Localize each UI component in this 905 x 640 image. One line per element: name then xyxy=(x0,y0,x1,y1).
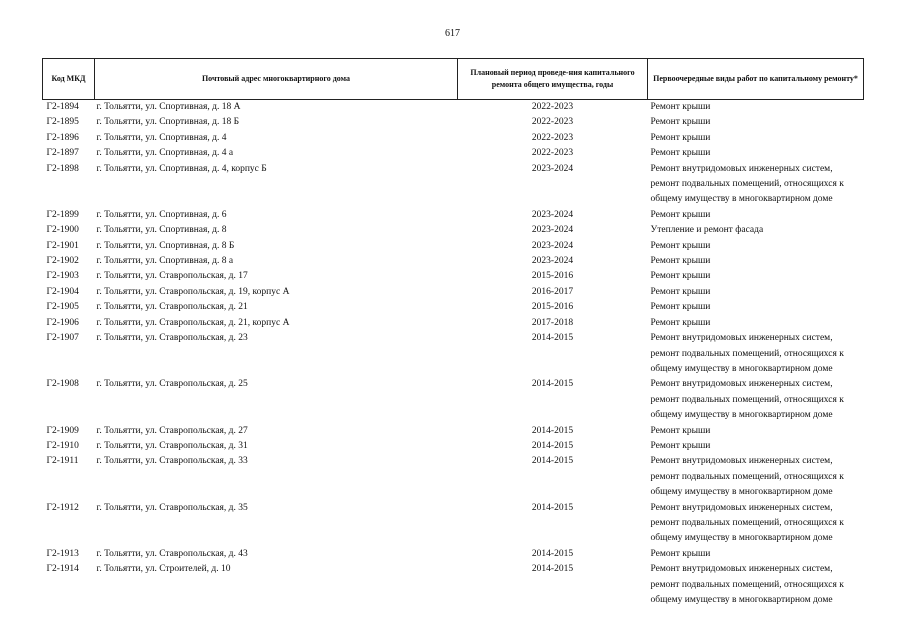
cell-code: Г2-1907 xyxy=(46,333,79,344)
table-row xyxy=(43,254,864,269)
cell-period: 2015-2016 xyxy=(531,302,574,313)
cell-period: 2014-2015 xyxy=(531,379,574,390)
table-row xyxy=(43,131,864,146)
cell-address: г. Тольятти, ул. Ставропольская, д. 23 xyxy=(96,333,248,344)
cell-period: 2014-2015 xyxy=(531,333,574,344)
cell-address: г. Тольятти, ул. Ставропольская, д. 35 xyxy=(96,502,248,513)
cell-works xyxy=(648,501,864,547)
works-line: Ремонт крыши xyxy=(650,209,711,220)
works-line: общему имуществу в многоквартирном доме xyxy=(650,595,833,605)
table-row xyxy=(43,208,864,223)
cell-period: 2014-2015 xyxy=(531,456,574,467)
table-row xyxy=(43,239,864,254)
table-row xyxy=(43,223,864,238)
works-line: Ремонт крыши xyxy=(650,317,711,328)
cell-code: Г2-1894 xyxy=(46,102,79,112)
cell-period: 2023-2024 xyxy=(531,225,574,236)
cell-works xyxy=(648,131,864,146)
cell-address: г. Тольятти, ул. Спортивная, д. 4 xyxy=(96,132,227,143)
works-line: ремонт подвальных помещений, относящихся к xyxy=(650,471,844,482)
works-line: Ремонт крыши xyxy=(650,240,711,251)
table-row xyxy=(43,562,864,608)
cell-address: г. Тольятти, ул. Ставропольская, д. 27 xyxy=(96,425,248,436)
works-line: ремонт подвальных помещений, относящихся к xyxy=(650,179,844,190)
table-row xyxy=(43,146,864,161)
table-row xyxy=(43,331,864,377)
cell-period: 2015-2016 xyxy=(531,271,574,282)
cell-code: Г2-1913 xyxy=(46,548,79,559)
table-row xyxy=(43,300,864,315)
works-line: общему имуществу в многоквартирном доме xyxy=(650,363,833,374)
table-row xyxy=(43,547,864,562)
cell-code: Г2-1910 xyxy=(46,440,79,451)
cell-address: г. Тольятти, ул. Ставропольская, д. 19, корпус А xyxy=(96,286,290,297)
header-period: Плановый период проведе-ния капитального ремонта общего имущества, годы xyxy=(458,59,648,100)
cell-period: 2014-2015 xyxy=(531,548,574,559)
cell-code: Г2-1904 xyxy=(46,286,79,297)
cell-code: Г2-1914 xyxy=(46,564,79,575)
cell-code: Г2-1909 xyxy=(46,425,79,436)
table-row xyxy=(43,316,864,331)
table-row xyxy=(43,269,864,284)
cell-code: Г2-1902 xyxy=(46,256,79,267)
works-line: Ремонт крыши xyxy=(650,286,711,297)
works-line: Ремонт крыши xyxy=(650,132,711,143)
works-line: ремонт подвальных помещений, относящихся к xyxy=(650,579,844,590)
cell-address: г. Тольятти, ул. Спортивная, д. 4, корпус Б xyxy=(96,163,267,174)
table-row xyxy=(43,501,864,547)
works-line: Ремонт крыши xyxy=(650,425,711,436)
table-body xyxy=(43,100,864,609)
works-line: общему имуществу в многоквартирном доме xyxy=(650,487,833,498)
works-line: Ремонт внутридомовых инженерных систем, xyxy=(650,379,833,390)
cell-period: 2022-2023 xyxy=(531,102,574,112)
cell-period: 2014-2015 xyxy=(531,564,574,575)
cell-address: г. Тольятти, ул. Спортивная, д. 8 Б xyxy=(96,240,235,251)
cell-works xyxy=(648,285,864,300)
capital-repair-table xyxy=(42,58,864,608)
cell-address: г. Тольятти, ул. Ставропольская, д. 25 xyxy=(96,379,248,390)
works-line: Ремонт крыши xyxy=(650,256,711,267)
cell-period: 2022-2023 xyxy=(531,148,574,159)
header-code: Код МКД xyxy=(43,59,95,100)
table-row xyxy=(43,285,864,300)
page-number: 617 xyxy=(445,28,460,39)
cell-code: Г2-1911 xyxy=(46,456,79,467)
table-row xyxy=(43,424,864,439)
cell-works xyxy=(648,254,864,269)
table-row xyxy=(43,100,864,116)
cell-works xyxy=(648,439,864,454)
cell-address: г. Тольятти, ул. Ставропольская, д. 17 xyxy=(96,271,248,282)
works-line: Ремонт крыши xyxy=(650,148,711,159)
cell-works xyxy=(648,454,864,500)
cell-works xyxy=(648,100,864,116)
cell-address: г. Тольятти, ул. Спортивная, д. 18 Б xyxy=(96,117,240,128)
works-line: Ремонт внутридомовых инженерных систем, xyxy=(650,564,833,575)
cell-works xyxy=(648,223,864,238)
cell-period: 2023-2024 xyxy=(531,209,574,220)
table-row xyxy=(43,454,864,500)
works-line: Ремонт внутридомовых инженерных систем, xyxy=(650,333,833,344)
cell-code: Г2-1908 xyxy=(46,379,79,390)
cell-address: г. Тольятти, ул. Спортивная, д. 8 xyxy=(96,225,227,236)
cell-code: Г2-1900 xyxy=(46,225,79,236)
works-line: ремонт подвальных помещений, относящихся к xyxy=(650,517,844,528)
header-address: Почтовый адрес многоквартирного дома xyxy=(95,59,458,100)
cell-works xyxy=(648,208,864,223)
cell-period: 2017-2018 xyxy=(531,317,574,328)
cell-period: 2023-2024 xyxy=(531,163,574,174)
cell-address: г. Тольятти, ул. Ставропольская, д. 21 xyxy=(96,302,248,313)
cell-works xyxy=(648,239,864,254)
header-works: Первоочередные виды работ по капитальному ремонту* xyxy=(648,59,864,100)
cell-works xyxy=(648,424,864,439)
cell-code: Г2-1901 xyxy=(46,240,79,251)
table-row xyxy=(43,162,864,208)
cell-code: Г2-1905 xyxy=(46,302,79,313)
table-header xyxy=(43,59,864,100)
cell-works xyxy=(648,562,864,608)
works-line: Ремонт внутридомовых инженерных систем, xyxy=(650,456,833,467)
cell-address: г. Тольятти, ул. Спортивная, д. 8 а xyxy=(96,256,234,267)
cell-period: 2022-2023 xyxy=(531,117,574,128)
cell-works xyxy=(648,162,864,208)
cell-period: 2014-2015 xyxy=(531,502,574,513)
table-row xyxy=(43,115,864,130)
cell-address: г. Тольятти, ул. Спортивная, д. 18 А xyxy=(96,102,241,112)
cell-period: 2023-2024 xyxy=(531,240,574,251)
works-line: общему имуществу в многоквартирном доме xyxy=(650,410,833,421)
cell-address: г. Тольятти, ул. Спортивная, д. 6 xyxy=(96,209,227,220)
works-line: Ремонт внутридомовых инженерных систем, xyxy=(650,502,833,513)
works-line: Ремонт крыши xyxy=(650,271,711,282)
cell-works xyxy=(648,146,864,161)
cell-address: г. Тольятти, ул. Ставропольская, д. 33 xyxy=(96,456,248,467)
cell-works xyxy=(648,269,864,284)
works-line: Ремонт крыши xyxy=(650,302,711,313)
cell-period: 2022-2023 xyxy=(531,132,574,143)
cell-period: 2014-2015 xyxy=(531,425,574,436)
works-line: ремонт подвальных помещений, относящихся к xyxy=(650,394,844,405)
cell-works xyxy=(648,547,864,562)
cell-period: 2023-2024 xyxy=(531,256,574,267)
cell-code: Г2-1896 xyxy=(46,132,79,143)
works-line: Ремонт внутридомовых инженерных систем, xyxy=(650,163,833,174)
works-line: общему имуществу в многоквартирном доме xyxy=(650,533,833,544)
cell-code: Г2-1897 xyxy=(46,148,79,159)
works-line: Утепление и ремонт фасада xyxy=(650,225,764,236)
cell-code: Г2-1906 xyxy=(46,317,79,328)
cell-works xyxy=(648,377,864,423)
table-row xyxy=(43,439,864,454)
works-line: Ремонт крыши xyxy=(650,440,711,451)
cell-code: Г2-1899 xyxy=(46,209,79,220)
cell-address: г. Тольятти, ул. Ставропольская, д. 21, корпус А xyxy=(96,317,290,328)
cell-works xyxy=(648,316,864,331)
table-row xyxy=(43,377,864,423)
works-line: Ремонт крыши xyxy=(650,102,711,112)
cell-period: 2014-2015 xyxy=(531,440,574,451)
cell-address: г. Тольятти, ул. Спортивная, д. 4 а xyxy=(96,148,234,159)
cell-address: г. Тольятти, ул. Строителей, д. 10 xyxy=(96,564,231,575)
cell-code: Г2-1895 xyxy=(46,117,79,128)
cell-code: Г2-1898 xyxy=(46,163,79,174)
cell-code: Г2-1903 xyxy=(46,271,79,282)
works-line: ремонт подвальных помещений, относящихся к xyxy=(650,348,844,359)
works-line: Ремонт крыши xyxy=(650,117,711,128)
cell-address: г. Тольятти, ул. Ставропольская, д. 31 xyxy=(96,440,248,451)
works-line: общему имуществу в многоквартирном доме xyxy=(650,194,833,205)
cell-period: 2016-2017 xyxy=(531,286,574,297)
cell-address: г. Тольятти, ул. Ставропольская, д. 43 xyxy=(96,548,248,559)
cell-works xyxy=(648,115,864,130)
works-line: Ремонт крыши xyxy=(650,548,711,559)
cell-works xyxy=(648,331,864,377)
cell-code: Г2-1912 xyxy=(46,502,79,513)
cell-works xyxy=(648,300,864,315)
